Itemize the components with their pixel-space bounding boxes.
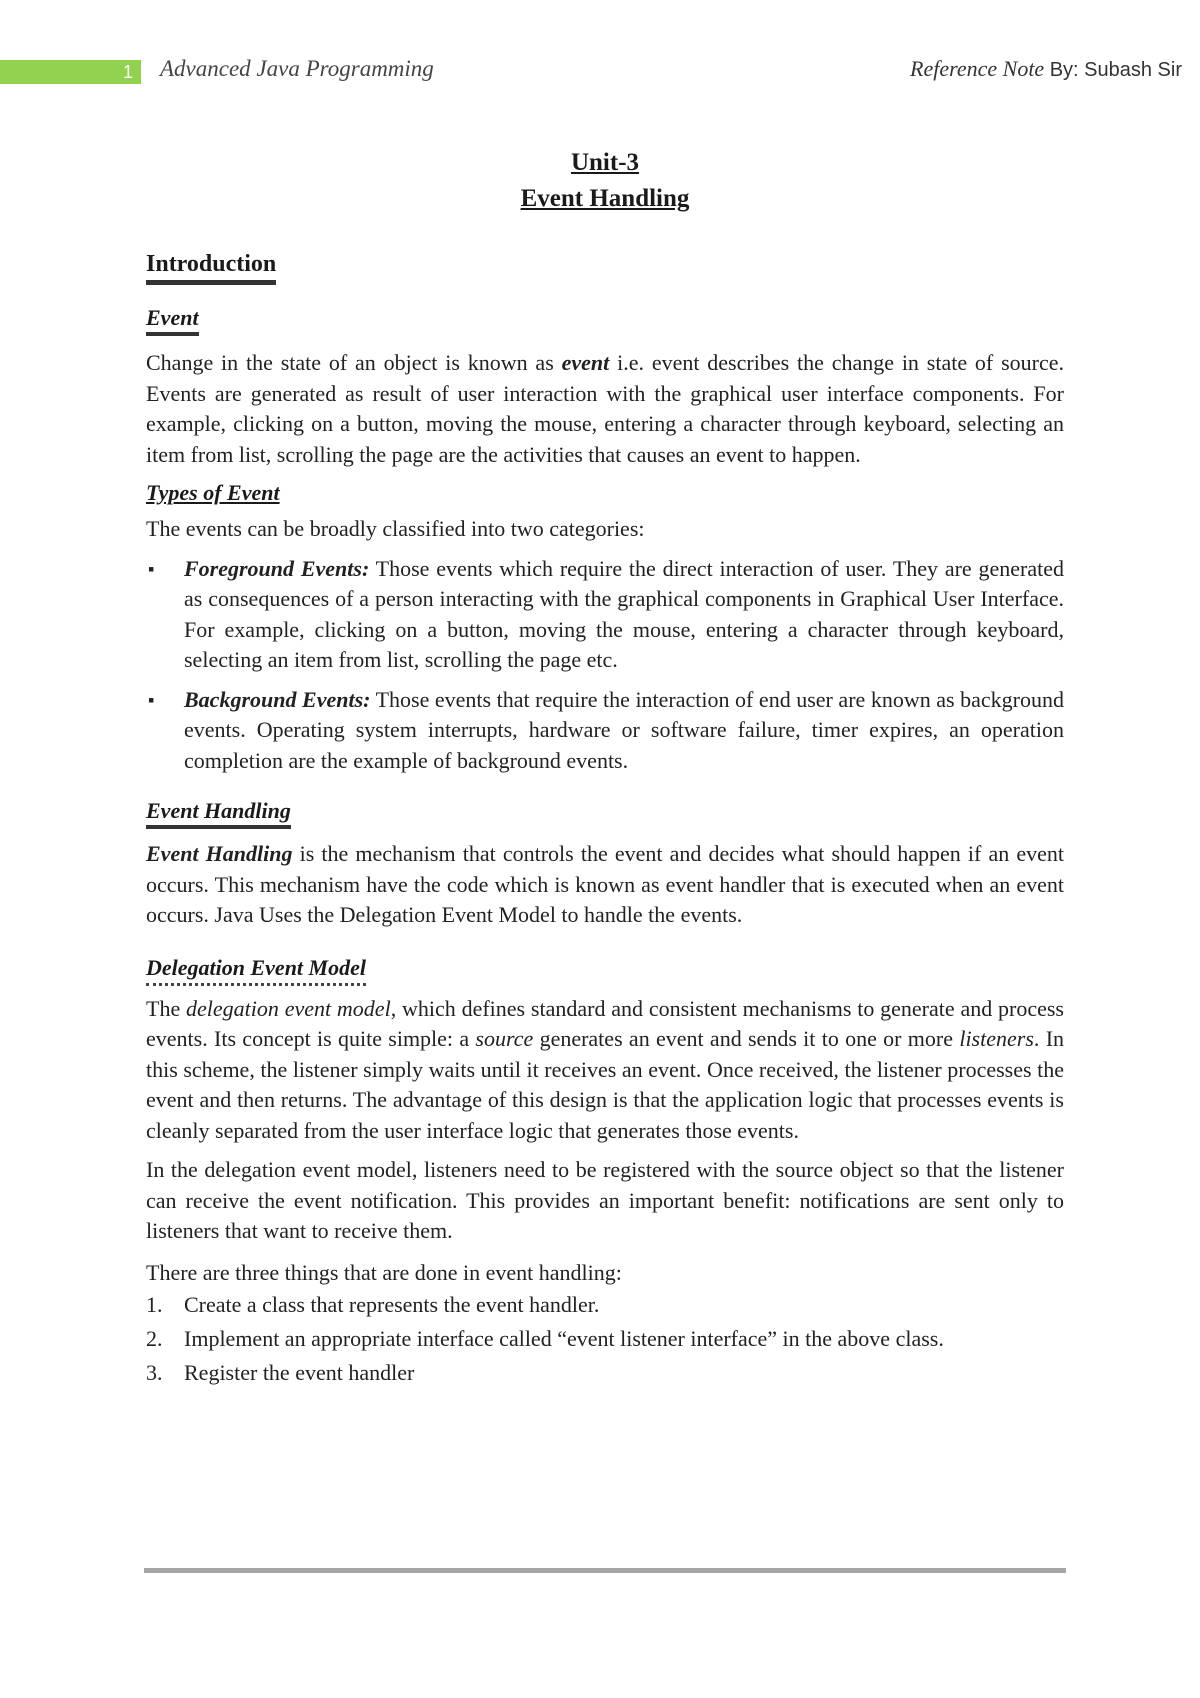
delegation-paragraph-1: The delegation event model, which defines standard and consistent mechanisms to generate and process events. Its concept is quite simple: a source generates an event and sends it to one or more listeners. In this scheme, the listener simply waits until it receives an event. Once received, the listener processes the event and then returns. The advantage of this design is that the application logic that processes events is cleanly separated from the user interface logic that generates those events. [146,995,1065,1143]
header-reference [910,56,1182,82]
event-handling-heading: Event Handling [146,798,291,829]
types-intro: The events can be broadly classified into two categories: [146,516,645,541]
topic-title: Event Handling [520,185,690,212]
delegation-paragraph-3: There are three things that are done in event handling: [146,1259,622,1285]
unit-title: Unit-3 [570,149,640,176]
delegation-paragraph-2: In the delegation event model, listeners need to be registered with the source object so that the listener can receive the event notification. This provides an important benefit: notifications are sent only to listeners that want to receive them. [146,1157,1064,1243]
introduction-heading: Introduction [146,251,276,285]
page-number: 1 [0,60,141,84]
event-heading: Event [146,305,199,336]
document-body [146,145,1064,1390]
list-item: ▪ Foreground Events: Those events which require the direct interaction of user. They are generated as consequences of a person interacting with the graphical components in Graphical User Interface. For example, clicking on a button, moving the mouse, entering a character through keyboard, selecting an item from list, scrolling the page etc. [146,554,1064,676]
event-handling-paragraph: Event Handling is the mechanism that controls the event and decides what should happen if an event occurs. This mechanism have the code which is known as event handler that is executed when an event occurs. Java Uses the Delegation Event Model to handle the events. [146,841,1064,927]
list-item: 2. Implement an appropriate interface called “event listener interface” in the above class. [146,1326,944,1351]
types-of-event-heading: Types of Event [146,480,280,505]
event-types-list [146,554,1064,777]
list-item: 1. Create a class that represents the event handler. [146,1292,600,1317]
page-header [0,56,1200,90]
delegation-model-heading: Delegation Event Model [146,955,366,986]
reference-label: Reference Note [910,56,1045,81]
course-title: Advanced Java Programming [160,56,434,81]
list-item: ▪ Background Events: Those events that require the interaction of end user are known as background events. Operating system interrupts, hardware or software failure, timer expires, an operation completion are the example of background events. [146,685,1064,777]
list-item: 3. Register the event handler [146,1360,415,1385]
footer-rule [144,1568,1066,1573]
author-label: By: Subash Sir [1049,59,1182,81]
event-paragraph: Change in the state of an object is known as event i.e. event describes the change in state of source. Events are generated as result of user interaction with the graphical user interface components. For example, clicking on a button, moving the mouse, entering a character through keyboard, selecting an item from list, scrolling the page are the activities that causes an event to happen. [146,350,1065,467]
steps-list [146,1288,1064,1390]
